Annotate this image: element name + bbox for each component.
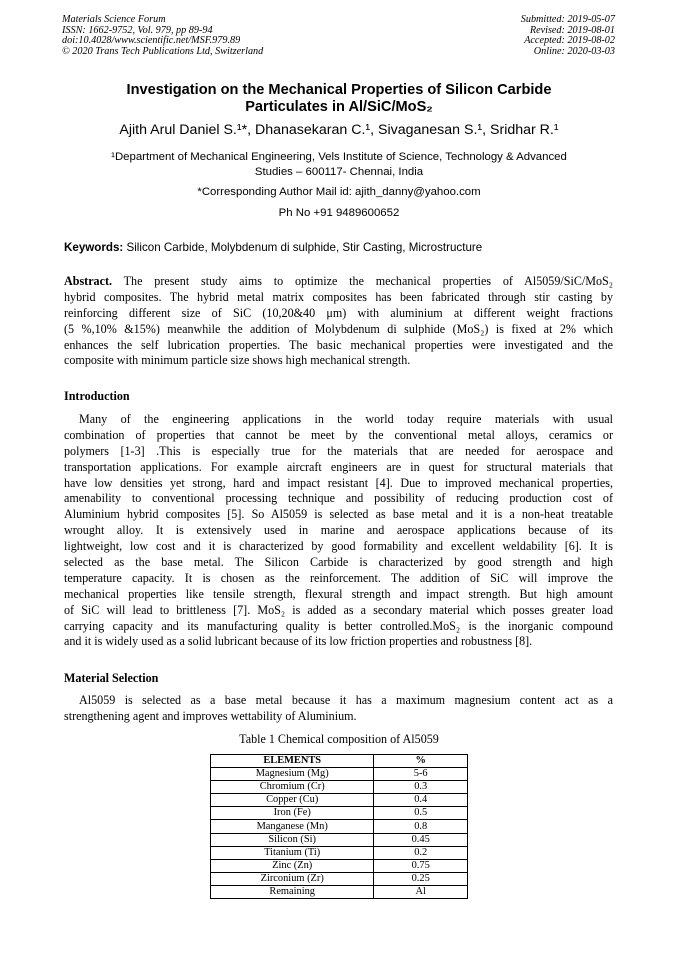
body-line: temperature capacity. It is chosen as the reinforcement. The addition of SiC will improve the <box>64 570 613 585</box>
body-line: of SiC will lead to brittleness [7]. MoS₂ is added as a secondary material which posses greater load <box>64 602 613 617</box>
affiliation-line: Studies – 600117- Chennai, India <box>254 166 424 178</box>
table-caption: Table 1 Chemical composition of Al5059 <box>239 732 439 746</box>
element-cell: Iron (Fe) <box>211 807 374 820</box>
abstract-line: composite with minimum particle size shows high mechanical strength. <box>64 353 411 368</box>
element-cell: Zinc (Zn) <box>211 859 374 872</box>
percent-cell: 0.25 <box>374 872 468 885</box>
paper-title-line: Investigation on the Mechanical Properties of Silicon Carbide <box>126 82 552 98</box>
date-online: Online: 2020-03-03 <box>533 46 615 58</box>
date-revised: Revised: 2019-08-01 <box>529 24 615 36</box>
table-row <box>211 846 468 859</box>
element-cell: Silicon (Si) <box>211 833 374 846</box>
percent-cell: Al <box>374 885 468 898</box>
element-cell: Magnesium (Mg) <box>211 768 374 781</box>
phone-number: Ph No +91 9489600652 <box>278 207 400 219</box>
section-heading-material-selection: Material Selection <box>64 671 159 685</box>
percent-cell: 0.75 <box>374 859 468 872</box>
table-row <box>211 768 468 781</box>
element-cell: Chromium (Cr) <box>211 781 374 794</box>
body-line: Aluminium hybrid composites [5]. So Al5059 is selected as base metal and it is a non-heat treatable <box>64 507 613 522</box>
paper-title-line: Particulates in Al/SiC/MoS₂ <box>245 99 433 115</box>
abstract-line: reinforcing different size of SiC (10,20&40 μm) with aluminium at different weight fractions <box>64 305 613 320</box>
percent-cell: 0.2 <box>374 846 468 859</box>
keywords-label: Keywords: <box>64 241 124 254</box>
table-row <box>211 820 468 833</box>
affiliation-line: ¹Department of Mechanical Engineering, Vels Institute of Science, Technology & Advanced <box>111 151 567 163</box>
journal-copyright: © 2020 Trans Tech Publications Ltd, Switzerland <box>62 46 264 58</box>
journal-info <box>62 15 263 58</box>
column-header-percent: % <box>374 755 468 768</box>
body-line: combination of properties that cannot be meet by the conventional metal alloys, ceramics or <box>64 427 613 442</box>
abstract-line: hybrid composites. The hybrid metal matrix composites has been fabricated through stir casting by <box>64 289 613 304</box>
table-row <box>211 807 468 820</box>
element-cell: Manganese (Mn) <box>211 820 374 833</box>
affiliation <box>62 150 616 180</box>
date-submitted: Submitted: 2019-05-07 <box>520 14 615 25</box>
percent-cell: 5-6 <box>374 768 468 781</box>
publication-dates <box>521 15 615 58</box>
percent-cell: 0.3 <box>374 781 468 794</box>
element-cell: Zirconium (Zr) <box>211 872 374 885</box>
table-row <box>211 872 468 885</box>
body-line: Al5059 is selected as a base metal because it has a maximum magnesium content act as a <box>79 693 613 707</box>
corresponding-author: *Corresponding Author Mail id: ajith_danny@yahoo.com <box>197 186 481 198</box>
author-list: Ajith Arul Daniel S.¹*, Dhanasekaran C.¹, Sivaganesan S.¹, Sridhar R.¹ <box>119 122 559 138</box>
body-line: polymers [1-3] .This is especially true for the materials that are needed for aerospace and <box>64 443 613 458</box>
body-line: Many of the engineering applications in the world today require materials with usual <box>79 412 613 426</box>
introduction-body <box>64 412 613 650</box>
percent-cell: 0.45 <box>374 833 468 846</box>
journal-name: Materials Science Forum <box>62 14 166 25</box>
body-line: wrought alloy. It is extensively used in marine and aerospace applications because of its <box>64 523 613 538</box>
body-line: transportation applications. For example aircraft engineers are in quest for structural materials that <box>64 459 613 474</box>
abstract-line: enhances the self lubrication properties. The basic mechanical properties were investigated and the <box>64 337 613 352</box>
section-heading-introduction: Introduction <box>64 389 130 403</box>
abstract-line: (5 %,10% &15%) meanwhile the addition of Molybdenum di sulphide (MoS₂) is fixed at 2% which <box>64 321 613 336</box>
element-cell: Copper (Cu) <box>211 794 374 807</box>
percent-cell: 0.8 <box>374 820 468 833</box>
percent-cell: 0.4 <box>374 794 468 807</box>
body-line: selected as the base metal. The Silicon Carbide is characterized by good strength and high <box>64 555 613 570</box>
element-cell: Remaining <box>211 885 374 898</box>
body-line: mechanical properties like tensile strength, flexural strength and impact strength. But high amount <box>64 586 613 601</box>
keywords-text: Silicon Carbide, Molybdenum di sulphide, Stir Casting, Microstructure <box>123 241 483 254</box>
table-row <box>211 794 468 807</box>
date-accepted: Accepted: 2019-08-02 <box>524 35 615 47</box>
element-cell: Titanium (Ti) <box>211 846 374 859</box>
body-line: strengthening agent and improves wettability of Aluminium. <box>64 708 357 723</box>
body-line: amenability to conventional processing technique and possibility of reducing production cost of <box>64 491 613 506</box>
body-line: have low densities yet strong, hard and impact resistant [4]. Due to improved mechanical properties, <box>64 475 613 490</box>
body-line: and it is widely used as a solid lubricant because of its low friction properties and robustness [8]. <box>64 634 533 649</box>
abstract <box>64 274 613 369</box>
column-header-elements: ELEMENTS <box>211 755 374 768</box>
keywords <box>64 241 482 255</box>
body-line: lightweight, low cost and it is characterized by good formability and excellent weldability [6]. It is <box>64 539 613 554</box>
table-row <box>211 859 468 872</box>
journal-issn: ISSN: 1662-9752, Vol. 979, pp 89-94 <box>62 24 213 36</box>
composition-table <box>210 754 468 899</box>
paper-title <box>62 82 616 116</box>
table-row <box>211 781 468 794</box>
body-line: carrying capacity and its manufacturing quality is better controlled.MoS₂ is the inorganic compound <box>64 618 613 633</box>
table-row <box>211 833 468 846</box>
journal-doi: doi:10.4028/www.scientific.net/MSF.979.89 <box>62 35 241 47</box>
table-row <box>211 885 468 898</box>
table-header-row <box>211 755 468 768</box>
percent-cell: 0.5 <box>374 807 468 820</box>
abstract-line: Abstract. The present study aims to optimize the mechanical properties of Al5059/SiC/MoS₂ <box>64 274 613 288</box>
material-selection-body <box>64 693 613 725</box>
abstract-label: Abstract. <box>64 274 113 288</box>
